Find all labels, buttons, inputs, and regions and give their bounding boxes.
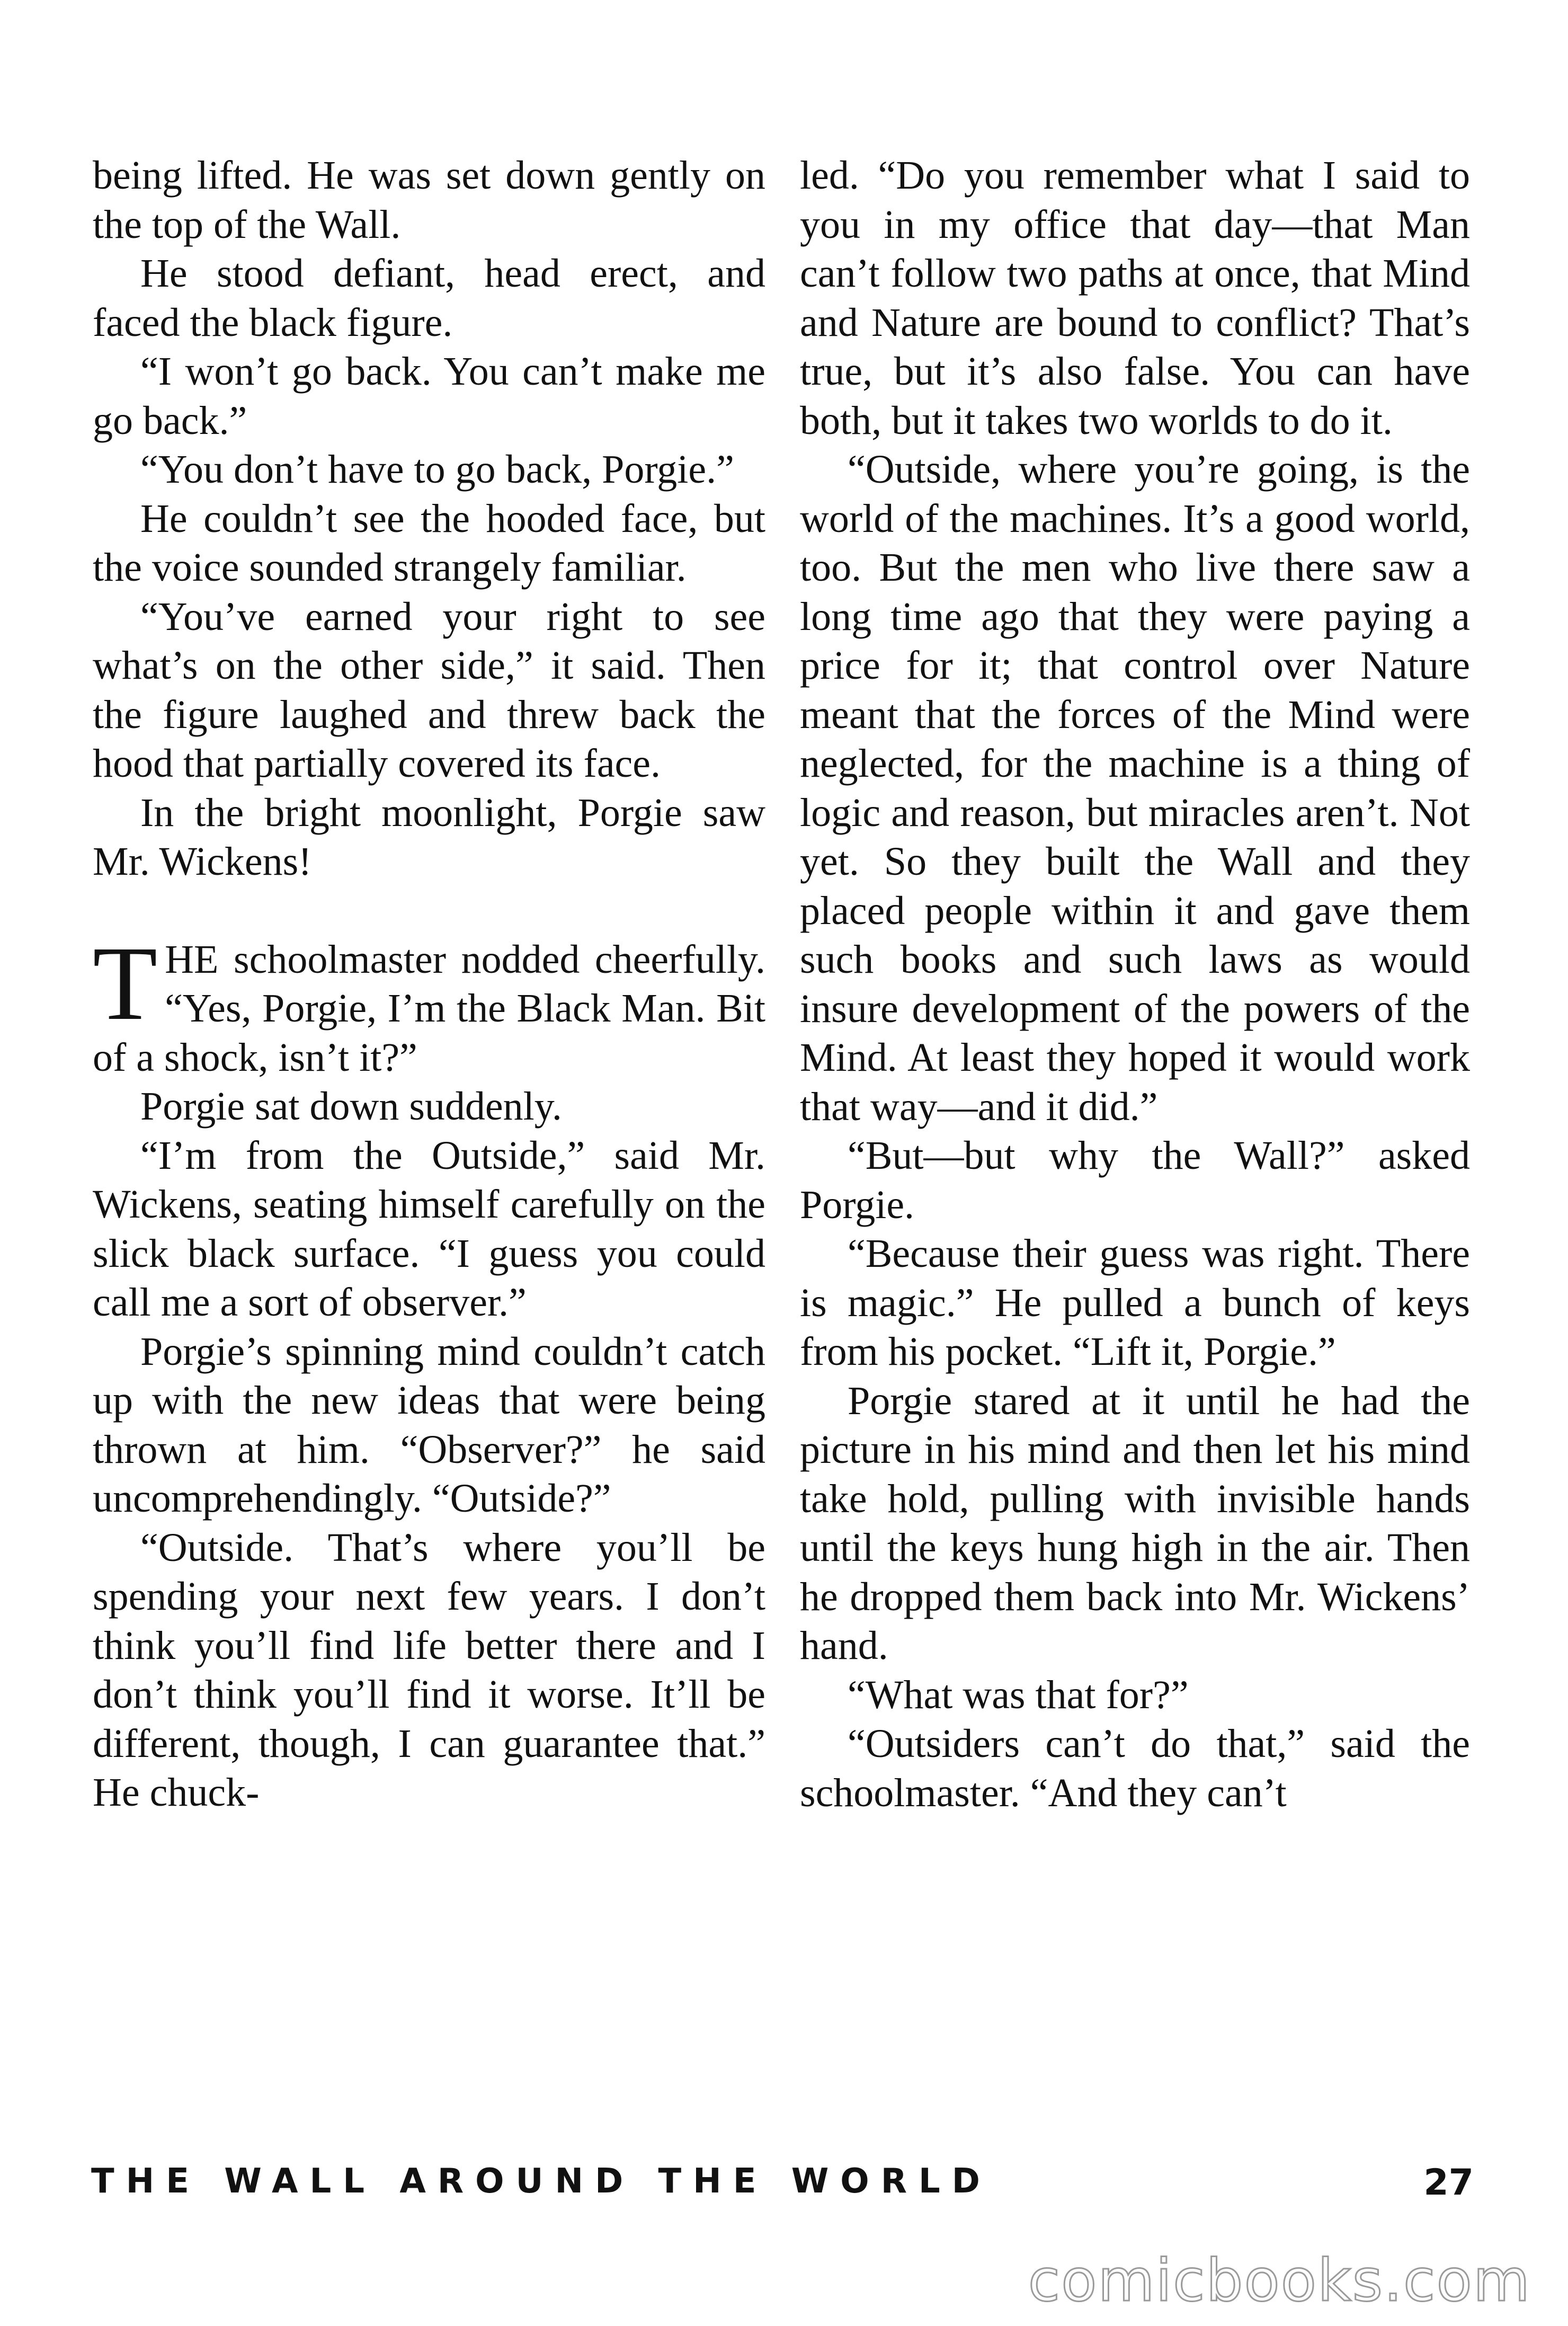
paragraph: being lifted. He was set down gently on the top of the Wall. bbox=[93, 153, 765, 247]
paragraph: led. “Do you remember what I said to you in my office that day—that Man can’t follow two paths at once, that Mind and Nature are bound to conflict? That’s true, but it’s also false. You can have both, but it takes two worlds to do it. bbox=[800, 153, 1470, 443]
page-footer bbox=[91, 2162, 1474, 2209]
paragraph: “But—but why the Wall?” asked Porgie. bbox=[800, 1133, 1470, 1227]
watermark: comicbooks.com bbox=[1028, 2247, 1531, 2314]
paragraph: Porgie stared at it until he had the picture in his mind and then let his mind take hold, pulling with invisible hands until the keys hung high in the air. Then he dropped them back into Mr. Wickens’ hand. bbox=[800, 1378, 1470, 1668]
paragraph: “What was that for?” bbox=[848, 1672, 1189, 1717]
paragraph: “I’m from the Outside,” said Mr. Wickens, seating himself carefully on the slick black surface. “I guess you could call me a sort of observer.” bbox=[93, 1133, 765, 1325]
paragraph: Porgie’s spinning mind couldn’t catch up with the new ideas that were being thrown at him. “Observer?” he said uncomprehendingly. “Outside?” bbox=[93, 1329, 765, 1521]
paragraph: “Outsiders can’t do that,” said the schoolmaster. “And they can’t bbox=[800, 1721, 1470, 1815]
section-break bbox=[93, 886, 765, 935]
dropcap-paragraph bbox=[93, 925, 765, 1082]
paragraph: He stood defiant, head erect, and faced the black figure. bbox=[93, 251, 765, 345]
paragraph: He couldn’t see the hooded face, but the voice sounded strangely familiar. bbox=[93, 496, 765, 590]
paragraph-text: HE schoolmaster nodded cheerfully. “Yes, Porgie, I’m the Black Man. Bit of a shock, isn’t it?” bbox=[93, 937, 765, 1080]
page-number: 27 bbox=[1423, 2162, 1474, 2204]
paragraph: Porgie sat down suddenly. bbox=[140, 1084, 562, 1129]
paragraph: “You don’t have to go back, Porgie.” bbox=[140, 447, 734, 492]
drop-cap-letter: T bbox=[93, 925, 158, 1042]
paragraph: “I won’t go back. You can’t make me go back.” bbox=[93, 349, 765, 443]
paragraph: “Because their guess was right. There is magic.” He pulled a bunch of keys from his pocket. “Lift it, Porgie.” bbox=[800, 1231, 1470, 1374]
paragraph: “Outside, where you’re going, is the world of the machines. It’s a good world, too. But the men who live there saw a long time ago that they were paying a price for it; that control over Nature meant that the forces of the Mind were neglected, for the machine is a thing of logic and reason, but miracles aren’t. Not yet. So they built the Wall and they placed people within it and gave them such books and such laws as would insure development of the powers of the Mind. At least they hoped it would work that way—and it did.” bbox=[800, 447, 1470, 1129]
paragraph: “Outside. That’s where you’ll be spending your next few years. I don’t think you’ll find life better there and I don’t think you’ll find it worse. It’ll be different, though, I can guarantee that.” He chuck- bbox=[93, 1525, 765, 1815]
paragraph: In the bright moonlight, Porgie saw Mr. Wickens! bbox=[93, 790, 765, 884]
left-text-column bbox=[93, 151, 765, 1817]
paragraph: “You’ve earned your right to see what’s on the other side,” it said. Then the figure laughed and threw back the hood that partially covered its face. bbox=[93, 594, 765, 786]
right-text-column bbox=[800, 151, 1470, 1817]
running-title: THE WALL AROUND THE WORLD bbox=[91, 2162, 992, 2201]
